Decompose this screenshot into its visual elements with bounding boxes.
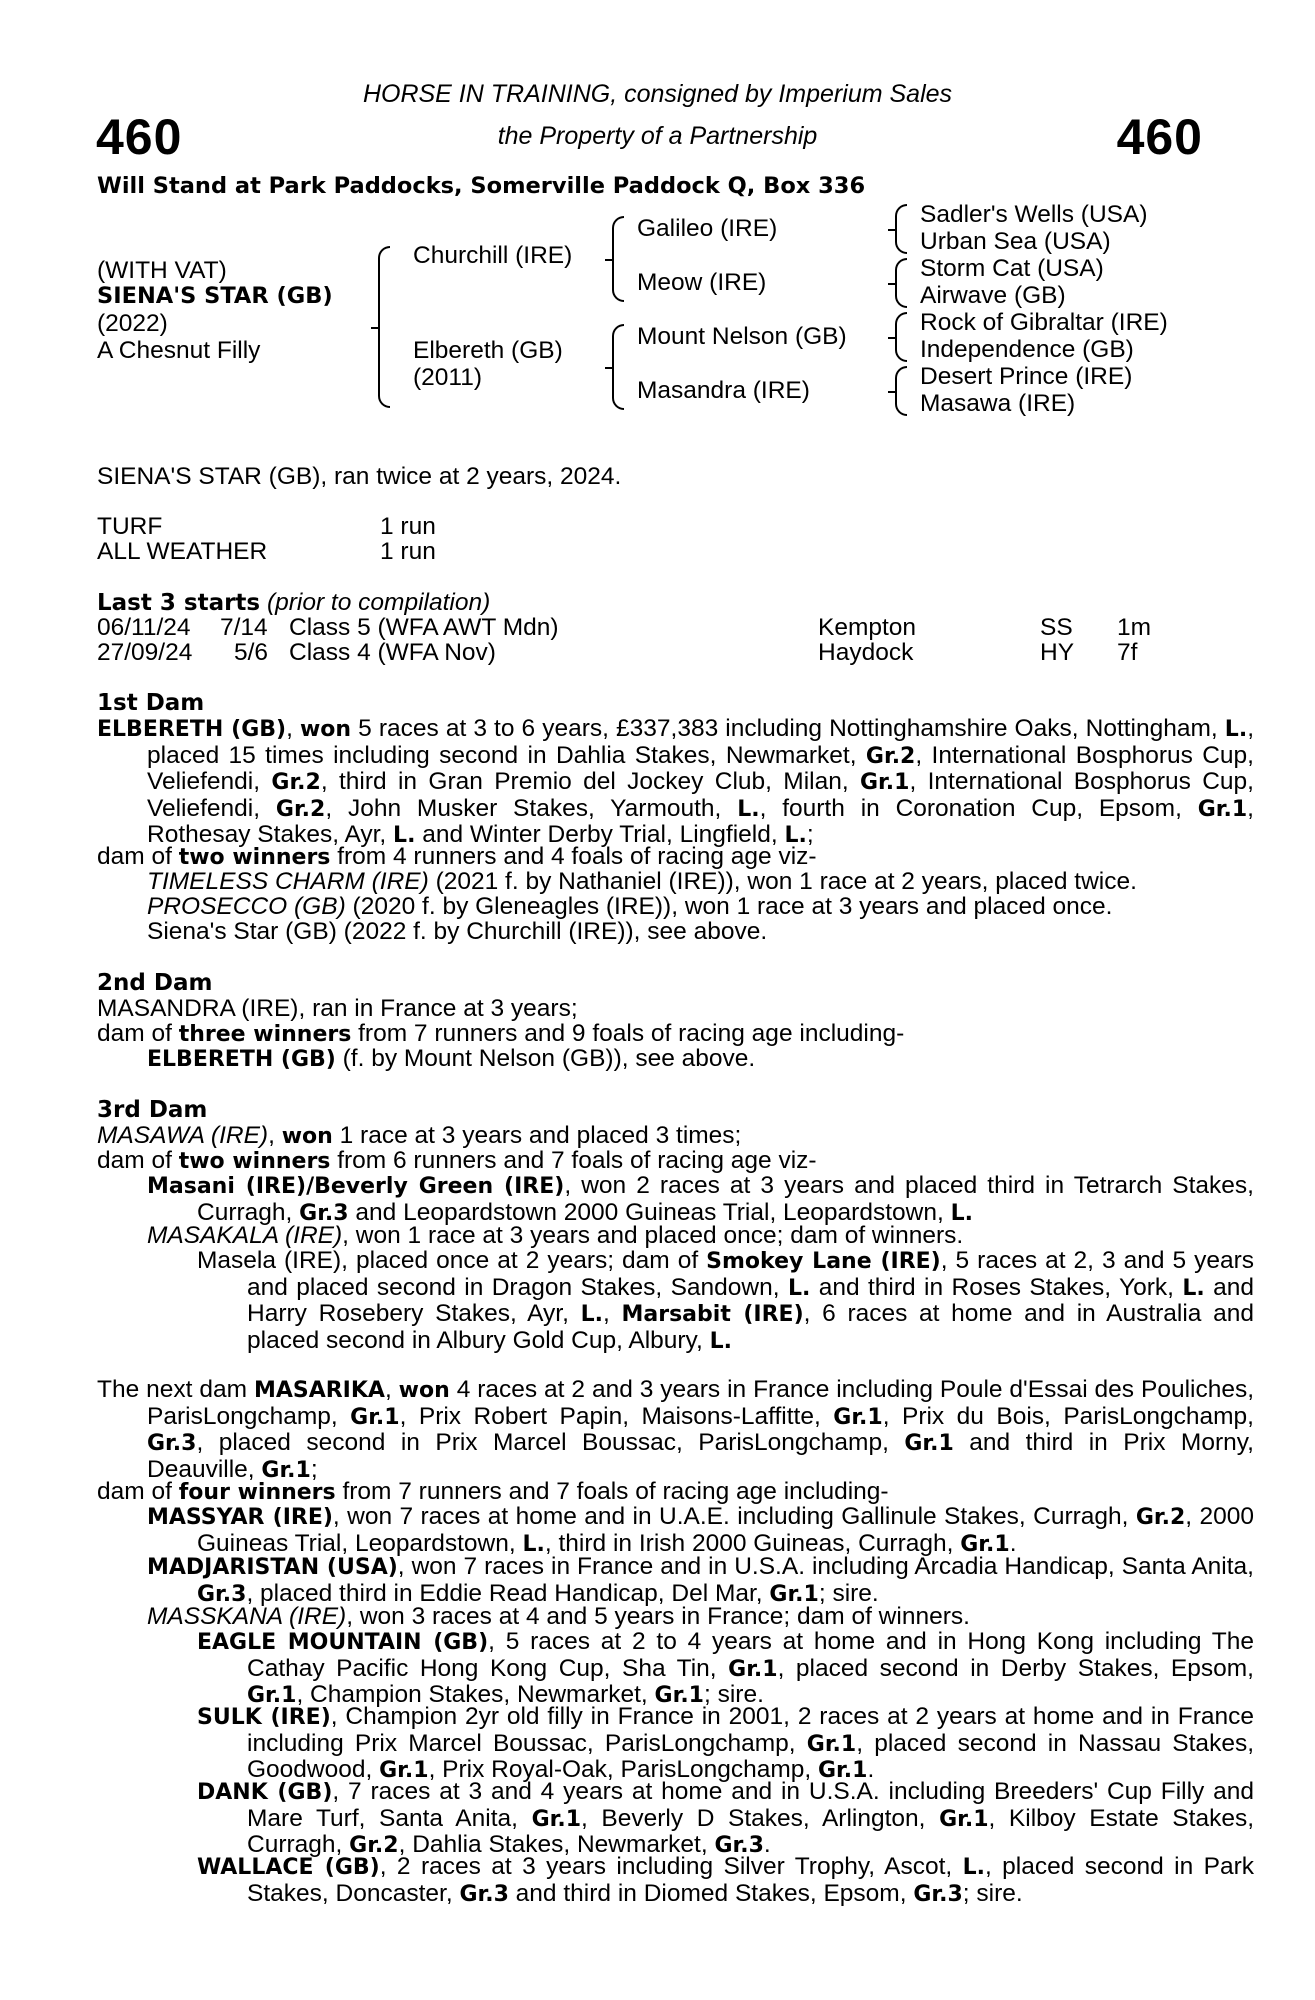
lot-number-left: 460 <box>96 109 183 165</box>
grandsire-bracket-2 <box>895 258 907 308</box>
dam-bracket <box>612 324 624 410</box>
grand-produce-entry: Masela (IRE), placed once at 2 years; dam of Smokey Lane (IRE), 5 races at 2, 3 and 5 years and placed second in Dragon Stakes, Sandown, L. and third in Roses Stakes, York, L. and Harry Rosebery Stakes, Ayr, L., Marsabit (IRE), 6 races at home and in Australia and placed second in Albury Gold Cup, Albury, L. <box>197 1247 1255 1354</box>
race-summary: SIENA'S STAR (GB), ran twice at 2 years, 2024. <box>97 463 622 490</box>
horse-description: A Chesnut Filly <box>97 337 261 364</box>
foaling-year: (2022) <box>97 310 168 337</box>
produce-entry: TIMELESS CHARM (IRE) (2021 f. by Nathaniel (IRE)), won 1 race at 2 years, placed twice. <box>147 868 1137 895</box>
produce-entry: MADJARISTAN (USA), won 7 races in France and in U.S.A. including Arcadia Handicap, Santa Anita, Gr.3, placed third in Eddie Read Handicap, Del Mar, Gr.1; sire. <box>147 1553 1254 1607</box>
gg-1: Sadler's Wells (USA) <box>920 201 1148 228</box>
grand-produce-entry: SULK (IRE), Champion 2yr old filly in France in 2001, 2 races at 2 years at home and in France including Prix Marcel Boussac, ParisLongchamp, Gr.1, placed second in Nassau Stakes, Goodwood, Gr.1, Prix Royal-Oak, ParisLongchamp, Gr.1. <box>197 1703 1254 1783</box>
grand-produce-entry: WALLACE (GB), 2 races at 3 years including Silver Trophy, Ascot, L., placed second in Park Stakes, Doncaster, Gr.3 and third in Diomed Stakes, Epsom, Gr.3; sire. <box>197 1853 1254 1907</box>
gg-8: Masawa (IRE) <box>920 390 1076 417</box>
vat-note: (WITH VAT) <box>97 257 227 284</box>
start-position: 7/14 <box>220 614 268 641</box>
dam-sire-name: Mount Nelson (GB) <box>637 323 847 350</box>
stand-location: Will Stand at Park Paddocks, Somerville Paddock Q, Box 336 <box>97 173 866 199</box>
start-distance: 7f <box>1117 639 1138 666</box>
third-dam-produce-summary: dam of two winners from 6 runners and 7 foals of racing age viz- <box>97 1147 817 1174</box>
start-going: SS <box>1040 614 1073 641</box>
second-dam-heading: 2nd Dam <box>97 970 213 996</box>
start-race: Class 4 (WFA Nov) <box>289 639 496 666</box>
sire-dam-name: Meow (IRE) <box>637 269 767 296</box>
sire-bracket <box>612 216 624 302</box>
start-distance: 1m <box>1117 614 1152 641</box>
start-going: HY <box>1040 639 1075 666</box>
last-starts-heading: Last 3 starts (prior to compilation) <box>97 589 491 616</box>
gg-2: Urban Sea (USA) <box>920 228 1111 255</box>
start-race: Class 5 (WFA AWT Mdn) <box>289 614 559 641</box>
produce-entry: MASSYAR (IRE), won 7 races at home and in U.A.E. including Gallinule Stakes, Curragh, Gr.2, 2000 Guineas Trial, Leopardstown, L., third in Irish 2000 Guineas, Curragh, Gr.1. <box>147 1503 1254 1557</box>
third-dam-heading: 3rd Dam <box>97 1097 208 1123</box>
gg-7: Desert Prince (IRE) <box>920 363 1133 390</box>
sire-name: Churchill (IRE) <box>413 242 573 269</box>
second-dam-produce-summary: dam of three winners from 7 runners and 9 foals of racing age including- <box>97 1020 905 1047</box>
third-dam-record: MASAWA (IRE), won 1 race at 3 years and placed 3 times; <box>97 1122 742 1149</box>
produce-entry: PROSECCO (GB) (2020 f. by Gleneagles (IRE)), won 1 race at 3 years and placed once. <box>147 893 1113 920</box>
surface-turf-label: TURF <box>97 513 163 540</box>
surface-turf-runs: 1 run <box>380 513 436 540</box>
lot-number-right: 460 <box>1116 109 1203 165</box>
start-position: 5/6 <box>234 639 269 666</box>
dam-dam-name: Masandra (IRE) <box>637 377 810 404</box>
first-dam-heading: 1st Dam <box>97 690 205 716</box>
gg-5: Rock of Gibraltar (IRE) <box>920 309 1168 336</box>
produce-entry: Siena's Star (GB) (2022 f. by Churchill (IRE)), see above. <box>147 918 768 945</box>
gg-4: Airwave (GB) <box>920 282 1066 309</box>
surface-aw-label: ALL WEATHER <box>97 538 268 565</box>
produce-entry: ELBERETH (GB) (f. by Mount Nelson (GB)), see above. <box>147 1045 756 1072</box>
start-course: Haydock <box>818 639 914 666</box>
first-dam-paragraph: ELBERETH (GB), won 5 races at 3 to 6 years, £337,383 including Nottinghamshire Oaks, Nottingham, L., placed 15 times including second in Dahlia Stakes, Newmarket, Gr.2, International Bosphorus Cup, Veliefendi, Gr.2, third in Gran Premio del Jockey Club, Milan, Gr.1, International Bosphorus Cup, Veliefendi, Gr.2, John Musker Stakes, Yarmouth, L., fourth in Coronation Cup, Epsom, Gr.1, Rothesay Stakes, Ayr, L. and Winter Derby Trial, Lingfield, L.; <box>97 715 1254 848</box>
horse-name: SIENA'S STAR (GB) <box>97 283 333 309</box>
produce-entry: MASSKANA (IRE), won 3 races at 4 and 5 years in France; dam of winners. <box>147 1603 970 1630</box>
sire-sire-name: Galileo (IRE) <box>637 215 778 242</box>
start-date: 27/09/24 <box>97 639 193 666</box>
grandsire-bracket-4 <box>895 366 907 416</box>
gg-6: Independence (GB) <box>920 336 1134 363</box>
gg-3: Storm Cat (USA) <box>920 255 1104 282</box>
grandsire-bracket-3 <box>895 312 907 362</box>
produce-entry: Masani (IRE)/Beverly Green (IRE), won 2 races at 3 years and placed third in Tetrarch Stakes, Curragh, Gr.3 and Leopardstown 2000 Guineas Trial, Leopardstown, L. <box>147 1172 1254 1226</box>
grand-produce-entry: EAGLE MOUNTAIN (GB), 5 races at 2 to 4 years at home and in Hong Kong including The Cathay Pacific Hong Kong Cup, Sha Tin, Gr.1, placed second in Derby Stakes, Epsom, Gr.1, Champion Stakes, Newmarket, Gr.1; sire. <box>197 1628 1254 1708</box>
grand-produce-entry: DANK (GB), 7 races at 3 and 4 years at home and in U.S.A. including Breeders' Cup Filly and Mare Turf, Santa Anita, Gr.1, Beverly D Stakes, Arlington, Gr.1, Kilboy Estate Stakes, Curragh, Gr.2, Dahlia Stakes, Newmarket, Gr.3. <box>197 1778 1255 1858</box>
first-dam-produce-summary: dam of two winners from 4 runners and 4 foals of racing age viz- <box>97 843 817 870</box>
property-line: the Property of a Partnership <box>497 122 818 150</box>
surface-aw-runs: 1 run <box>380 538 436 565</box>
produce-entry: MASAKALA (IRE), won 1 race at 3 years and placed once; dam of winners. <box>147 1222 964 1249</box>
grandsire-bracket-1 <box>895 204 907 254</box>
start-course: Kempton <box>818 614 917 641</box>
dam-name: Elbereth (GB) <box>413 337 563 364</box>
start-date: 06/11/24 <box>97 614 191 641</box>
pedigree-bracket <box>378 246 390 408</box>
next-dam-produce-summary: dam of four winners from 7 runners and 7 foals of racing age including- <box>97 1478 889 1505</box>
second-dam-record: MASANDRA (IRE), ran in France at 3 years; <box>97 995 578 1022</box>
consignor-line: HORSE IN TRAINING, consigned by Imperium Sales <box>362 80 953 108</box>
dam-year: (2011) <box>413 364 483 391</box>
next-dam-paragraph: The next dam MASARIKA, won 4 races at 2 and 3 years in France including Poule d'Essai des Pouliches, ParisLongchamp, Gr.1, Prix Robert Papin, Maisons-Laffitte, Gr.1, Prix du Bois, ParisLongchamp, Gr.3, placed second in Prix Marcel Boussac, ParisLongchamp, Gr.1 and third in Prix Morny, Deauville, Gr.1; <box>97 1376 1255 1483</box>
